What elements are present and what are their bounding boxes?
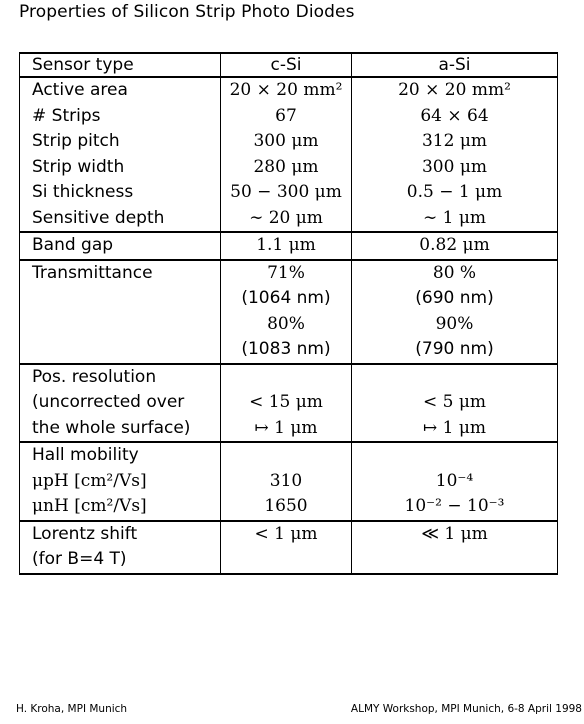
row-label: μpH [cm²/Vs] bbox=[20, 469, 221, 495]
table-row bbox=[20, 180, 558, 206]
table-row bbox=[20, 390, 558, 416]
page-title: Properties of Silicon Strip Photo Diodes bbox=[19, 2, 355, 22]
table-row-resolution bbox=[20, 364, 558, 391]
header-sensor-type: Sensor type bbox=[20, 53, 221, 77]
row-label-empty bbox=[20, 337, 221, 364]
header-c-si: c-Si bbox=[221, 53, 352, 77]
row-label: Sensitive depth bbox=[20, 206, 221, 233]
footer-event: ALMY Workshop, MPI Munich, 6-8 April 1998 bbox=[350, 703, 582, 715]
table-row bbox=[20, 416, 558, 443]
row-label: Hall mobility bbox=[20, 442, 221, 469]
row-label: Pos. resolution bbox=[20, 364, 221, 391]
table-row-transmittance bbox=[20, 260, 558, 287]
c-si-value: ↦ 1 μm bbox=[221, 416, 352, 443]
a-si-value: 10⁻⁴ bbox=[352, 469, 558, 495]
a-si-value: 312 μm bbox=[352, 129, 558, 155]
c-si-value: 71% bbox=[221, 260, 352, 287]
c-si-value: < 15 μm bbox=[221, 390, 352, 416]
row-label: Strip pitch bbox=[20, 129, 221, 155]
c-si-value: (1064 nm) bbox=[221, 286, 352, 312]
c-si-value: (1083 nm) bbox=[221, 337, 352, 364]
a-si-value: 80 % bbox=[352, 260, 558, 287]
table-header-row bbox=[20, 53, 558, 77]
table-row bbox=[20, 494, 558, 521]
c-si-value: 310 bbox=[221, 469, 352, 495]
footer-author: H. Kroha, MPI Munich bbox=[16, 703, 128, 715]
c-si-value: 300 μm bbox=[221, 129, 352, 155]
a-si-value: (790 nm) bbox=[352, 337, 558, 364]
c-si-value: < 1 μm bbox=[221, 521, 352, 548]
c-si-value: 50 − 300 μm bbox=[221, 180, 352, 206]
table-row bbox=[20, 104, 558, 130]
row-label: Transmittance bbox=[20, 260, 221, 287]
row-label: Lorentz shift bbox=[20, 521, 221, 548]
a-si-value: ∼ 1 μm bbox=[352, 206, 558, 233]
header-a-si: a-Si bbox=[352, 53, 558, 77]
row-label: (for B=4 T) bbox=[20, 547, 221, 574]
c-si-value: 1650 bbox=[221, 494, 352, 521]
a-si-value: ≪ 1 μm bbox=[352, 521, 558, 548]
a-si-value-empty bbox=[352, 364, 558, 391]
a-si-value: 64 × 64 bbox=[352, 104, 558, 130]
table-row bbox=[20, 547, 558, 574]
row-label-empty bbox=[20, 286, 221, 312]
c-si-value: 80% bbox=[221, 312, 352, 338]
table-row bbox=[20, 286, 558, 312]
table-row-lorentz bbox=[20, 521, 558, 548]
row-label: (uncorrected over bbox=[20, 390, 221, 416]
table-row bbox=[20, 155, 558, 181]
row-label: Si thickness bbox=[20, 180, 221, 206]
a-si-value-empty bbox=[352, 442, 558, 469]
table-row bbox=[20, 77, 558, 104]
a-si-value: 10⁻² − 10⁻³ bbox=[352, 494, 558, 521]
table-row bbox=[20, 469, 558, 495]
c-si-value-empty bbox=[221, 442, 352, 469]
a-si-value: 0.82 μm bbox=[352, 232, 558, 260]
c-si-value: 280 μm bbox=[221, 155, 352, 181]
a-si-value: 90% bbox=[352, 312, 558, 338]
table-row-band-gap bbox=[20, 232, 558, 260]
a-si-value-empty bbox=[352, 547, 558, 574]
a-si-value: < 5 μm bbox=[352, 390, 558, 416]
c-si-value: 1.1 μm bbox=[221, 232, 352, 260]
c-si-value: ∼ 20 μm bbox=[221, 206, 352, 233]
table-row bbox=[20, 337, 558, 364]
c-si-value: 20 × 20 mm² bbox=[221, 77, 352, 104]
c-si-value: 67 bbox=[221, 104, 352, 130]
a-si-value: 20 × 20 mm² bbox=[352, 77, 558, 104]
c-si-value-empty bbox=[221, 547, 352, 574]
a-si-value: 0.5 − 1 μm bbox=[352, 180, 558, 206]
row-label: # Strips bbox=[20, 104, 221, 130]
a-si-value: (690 nm) bbox=[352, 286, 558, 312]
row-label: the whole surface) bbox=[20, 416, 221, 443]
a-si-value: ↦ 1 μm bbox=[352, 416, 558, 443]
a-si-value: 300 μm bbox=[352, 155, 558, 181]
row-label: μnH [cm²/Vs] bbox=[20, 494, 221, 521]
row-label: Band gap bbox=[20, 232, 221, 260]
table-row-hall bbox=[20, 442, 558, 469]
row-label-empty bbox=[20, 312, 221, 338]
table-row bbox=[20, 129, 558, 155]
table-row bbox=[20, 206, 558, 233]
c-si-value-empty bbox=[221, 364, 352, 391]
properties-table bbox=[19, 52, 558, 575]
row-label: Active area bbox=[20, 77, 221, 104]
row-label: Strip width bbox=[20, 155, 221, 181]
table-row bbox=[20, 312, 558, 338]
